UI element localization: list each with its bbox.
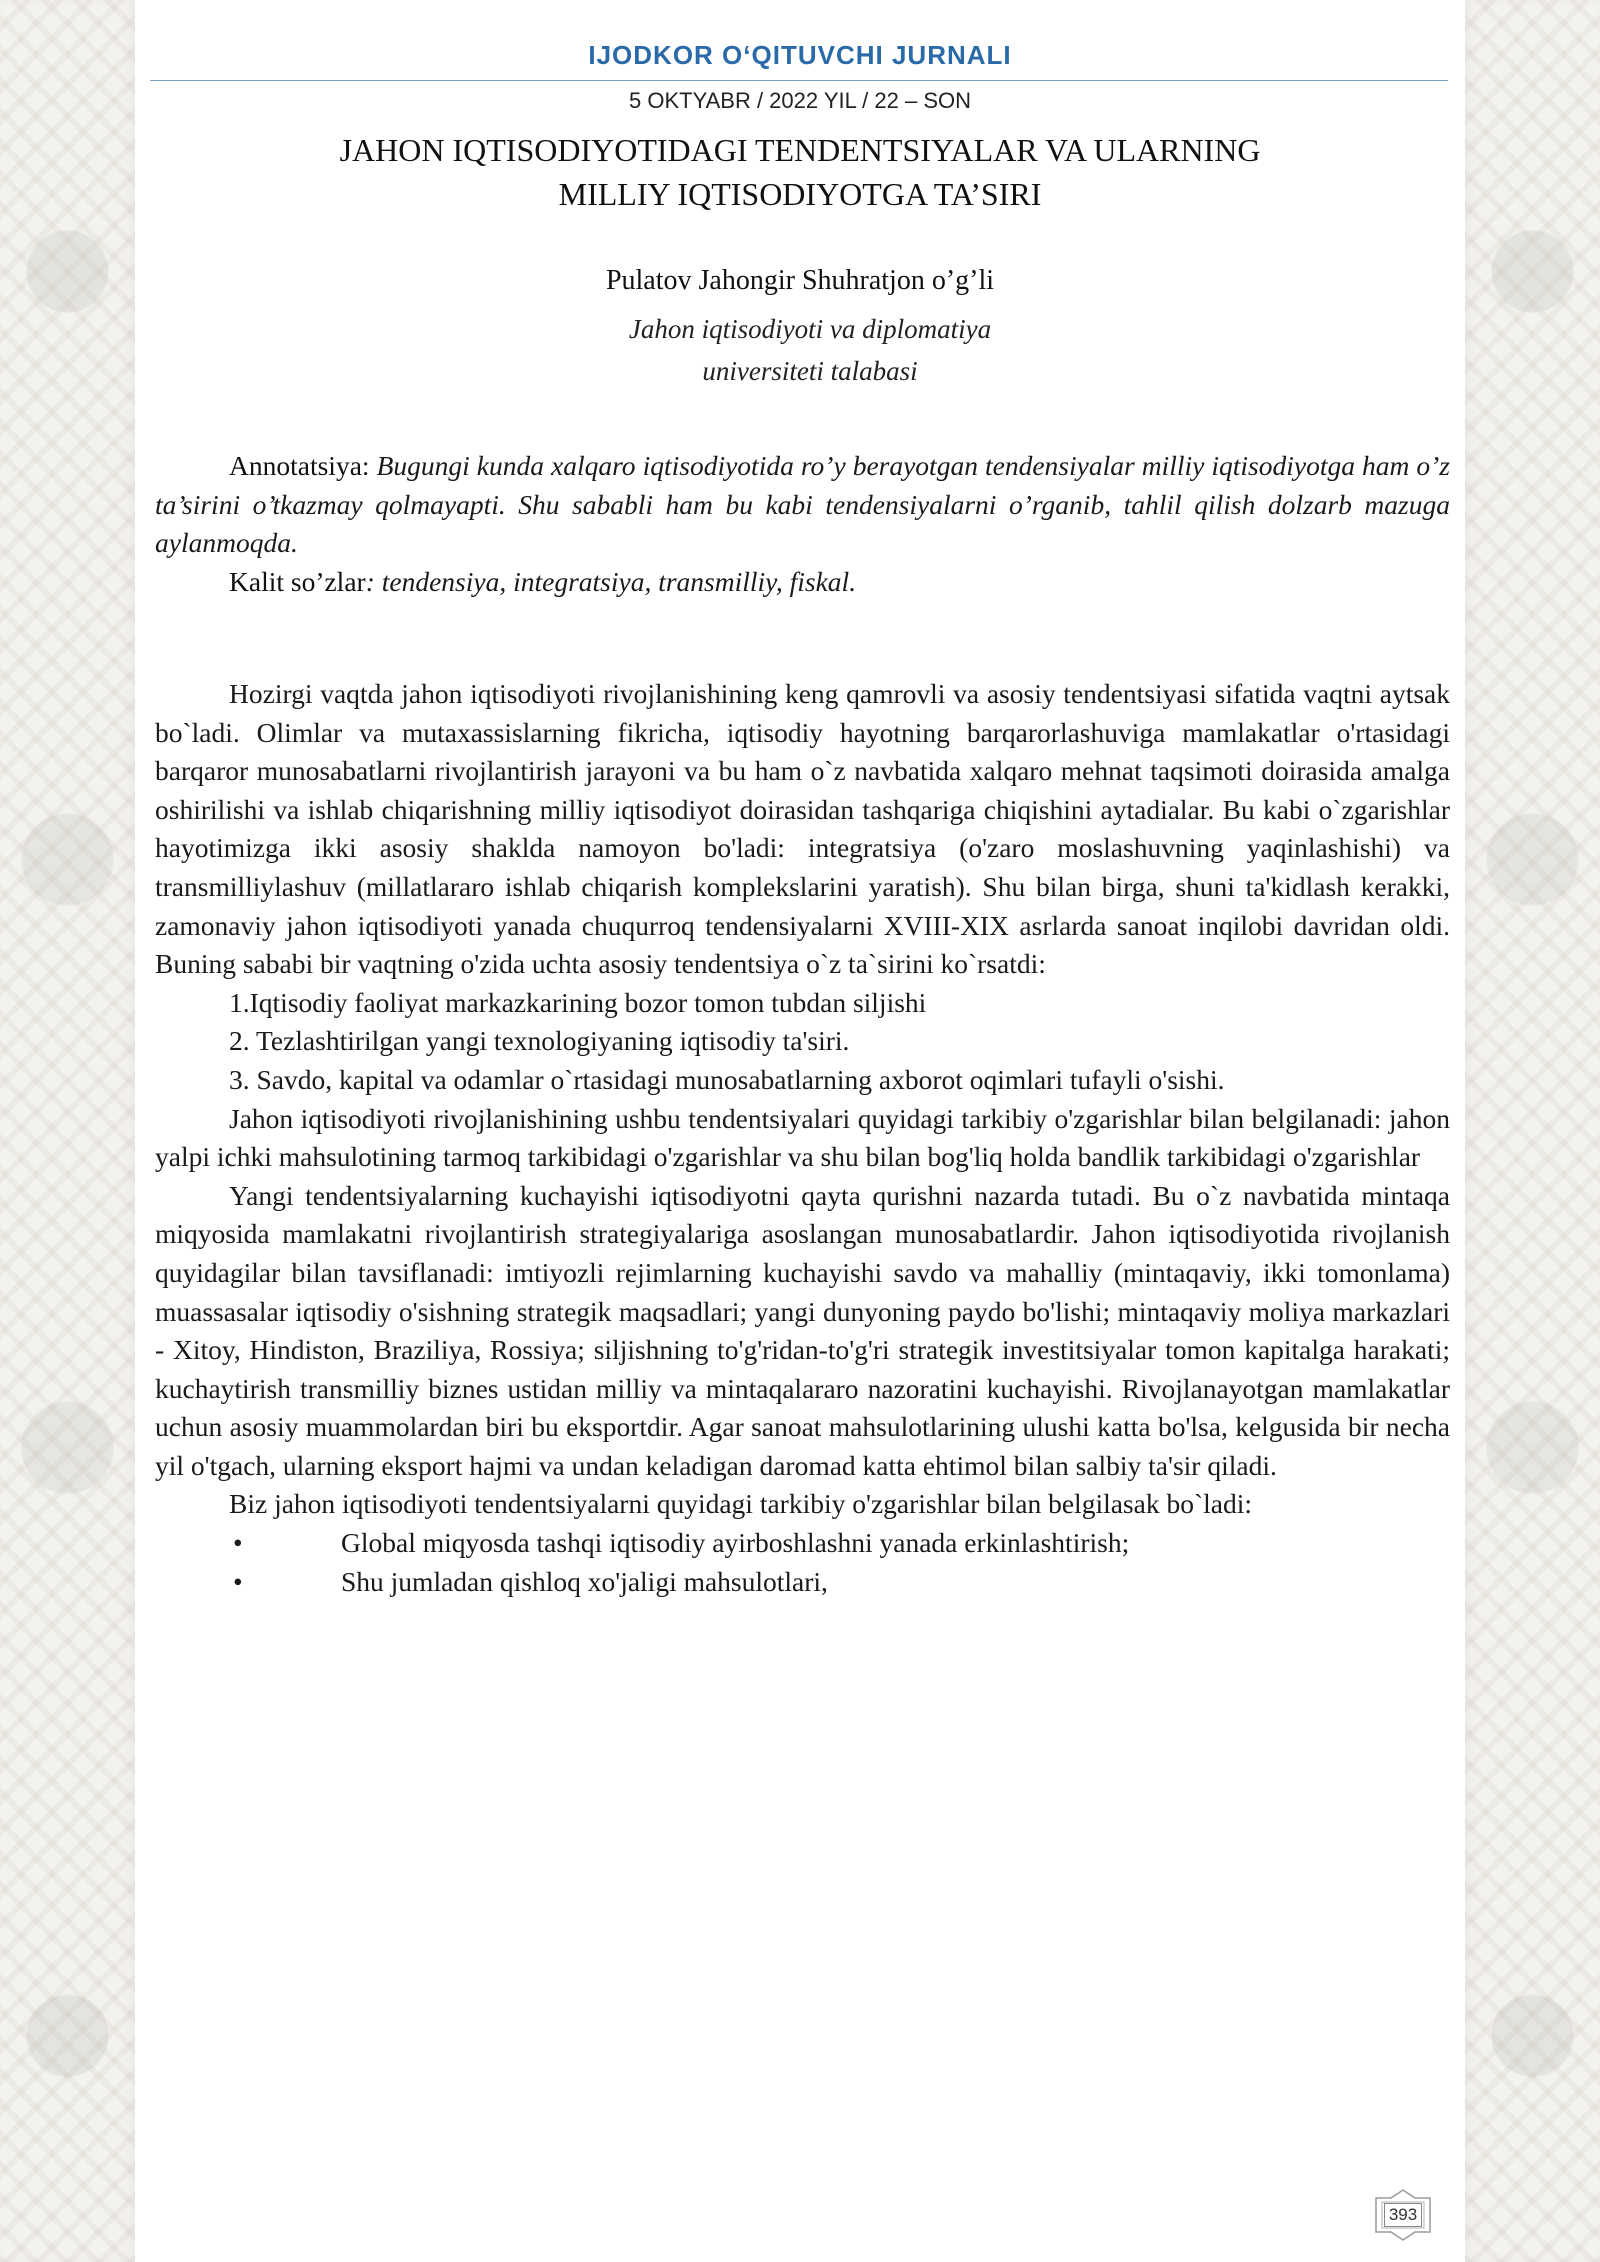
page-number-badge — [1370, 2188, 1436, 2242]
page-number: 393 — [1384, 2203, 1422, 2227]
annotation-paragraph: Annotatsiya: Bugungi kunda xalqaro iqtisodiyotida ro’y berayotgan tendensiyalar milliy iqtisodiyotga ham o’z ta’sirini o’tkazmay qolmayapti. Shu sababli ham bu kabi tendensiyalarni o’rganib, tahlil qilish dolzarb mazuga aylanmoqda. — [155, 450, 1450, 559]
keywords-label: Kalit so’zlar — [229, 565, 366, 597]
decorative-border-right — [1465, 0, 1600, 2262]
author-name: Pulatov Jahongir Shuhratjon o’g’li — [605, 265, 995, 296]
article-title — [200, 128, 1400, 216]
author-affiliation — [560, 308, 1060, 392]
body-paragraph-3: Yangi tendentsiyalarning kuchayishi iqtisodiyotni qayta qurishni nazarda tutadi. Bu o`z navbatida mintaqa miqyosida mamlakatni rivojlantirish strategiyalariga asoslangan munosabatlardir. Jahon iqtisodiyotida rivojlanish quyidagilar bilan tavsiflanadi: imtiyozli rejimlarning kuchayishi savdo va mahalliy (mintaqaviy, ikki tomonlama) muassasalar iqtisodiy o'sishning strategik maqsadlari; yangi dunyoning paydo bo'lishi; mintaqaviy moliya markazlari - Xitoy, Hindiston, Braziliya, Rossiya; siljishning to'g'ridan-to'g'ri strategik investitsiyalar tomon kapitalga harakati; kuchaytirish transmilliy biznes ustidan milliy va mintaqalararo nazoratini kuchayishi. Rivojlanayotgan mamlakatlar uchun asosiy muammolardan biri bu eksportdir. Agar sanoat mahsulotlarining ulushi katta bo'lsa, kelgusida bir necha yil o'tgach, ularning eksport hajmi va undan keladigan daromad katta ehtimol bilan salbiy ta'sir qiladi. — [155, 1179, 1450, 1481]
bullet-item-text: Shu jumladan qishloq xo'jaligi mahsulotlari, — [341, 1565, 828, 1597]
bullet-marker: • — [233, 1565, 243, 1597]
decorative-border-left — [0, 0, 135, 2262]
bullet-item-2 — [155, 1563, 1450, 1602]
article-title-line-2: MILLIY IQTISODIYOTGA TA’SIRI — [558, 176, 1042, 212]
body-paragraph-4: Biz jahon iqtisodiyoti tendentsiyalarni quyidagi tarkibiy o'zgarishlar bilan belgilasak bo`ladi: — [229, 1488, 1252, 1520]
annotation-label: Annotatsiya — [229, 450, 362, 481]
keywords-text: tendensiya, integratsiya, transmilliy, fiskal. — [381, 565, 857, 597]
bullet-marker: • — [233, 1527, 243, 1559]
article-body — [155, 675, 1450, 1601]
bullet-list — [155, 1524, 1450, 1601]
numbered-list — [155, 984, 1450, 1100]
article-title-line-1: JAHON IQTISODIYOTIDAGI TENDENTSIYALAR VA ULARNING — [339, 132, 1261, 168]
annotation-section — [155, 447, 1450, 601]
bullet-item-1 — [155, 1524, 1450, 1563]
issue-date: 5 OKTYABR / 2022 YIL / 22 – SON — [629, 88, 971, 113]
body-paragraph-1: Hozirgi vaqtda jahon iqtisodiyoti rivojlanishining keng qamrovli va asosiy tendentsiyasi sifatida vaqtni aytsak bo`ladi. Olimlar va mutaxassislarning fikricha, iqtisodiy hayotning barqarorlashuviga mamlakatlar o'rtasidagi barqaror munosabatlarni rivojlantirish jarayoni va bu ham o`z navbatida xalqaro mehnat taqsimoti doirasida amalga oshirilishi va ishlab chiqarishning milliy iqtisodiyot doirasidan tashqariga chiqishini aytadialar. Bu kabi o`zgarishlar hayotimizga ikki asosiy shaklda namoyon bo'ladi: integratsiya (o'zaro moslashuvning yaqinlashishi) va transmilliylashuv (millatlararo ishlab chiqarish komplekslarini yaratish). Shu bilan birga, shuni ta'kidlash kerakki, zamonaviy jahon iqtisodiyoti yanada chuqurroq tendensiyalarni XVIII-XIX asrlarda sanoat inqilobi davridan oldi. Buning sababi bir vaqtning o'zida uchta asosiy tendentsiya o`z ta`sirini ko`rsatdi: — [155, 678, 1450, 980]
keywords-paragraph: Kalit so’zlar: tendensiya, integratsiya, transmilliy, fiskal. — [229, 565, 857, 597]
numbered-item-3: 3. Savdo, kapital va odamlar o`rtasidagi munosabatlarning axborot oqimlari tufayli o'sishi. — [229, 1063, 1225, 1095]
body-paragraph-2: Jahon iqtisodiyoti rivojlanishining ushbu tendentsiyalari quyidagi tarkibiy o'zgarishlar bilan belgilanadi: jahon yalpi ichki mahsulotining tarmoq tarkibidagi o'zgarishlar va shu bilan bog'liq holda bandlik tarkibidagi o'zgarishlar — [155, 1102, 1450, 1173]
annotation-text: Bugungi kunda xalqaro iqtisodiyotida ro’y berayotgan tendensiyalar milliy iqtisodiyotga ham o’z ta’sirini o’tkazmay qolmayapti. Shu sababli ham bu kabi tendensiyalarni o’rganib, tahlil qilish dolzarb mazuga aylanmoqda. — [155, 450, 1450, 559]
affiliation-line-1: Jahon iqtisodiyoti va diplomatiya — [628, 314, 992, 344]
numbered-item-2: 2. Tezlashtirilgan yangi texnologiyaning iqtisodiy ta'siri. — [229, 1025, 850, 1057]
journal-title: IJODKOR O‘QITUVCHI JURNALI — [588, 40, 1012, 70]
numbered-item-1: 1.Iqtisodiy faoliyat markazkarining bozor tomon tubdan siljishi — [229, 986, 927, 1018]
bullet-item-text: Global miqyosda tashqi iqtisodiy ayirboshlashni yanada erkinlashtirish; — [341, 1527, 1130, 1559]
header-divider — [150, 80, 1448, 81]
affiliation-line-2: universiteti talabasi — [702, 356, 918, 386]
